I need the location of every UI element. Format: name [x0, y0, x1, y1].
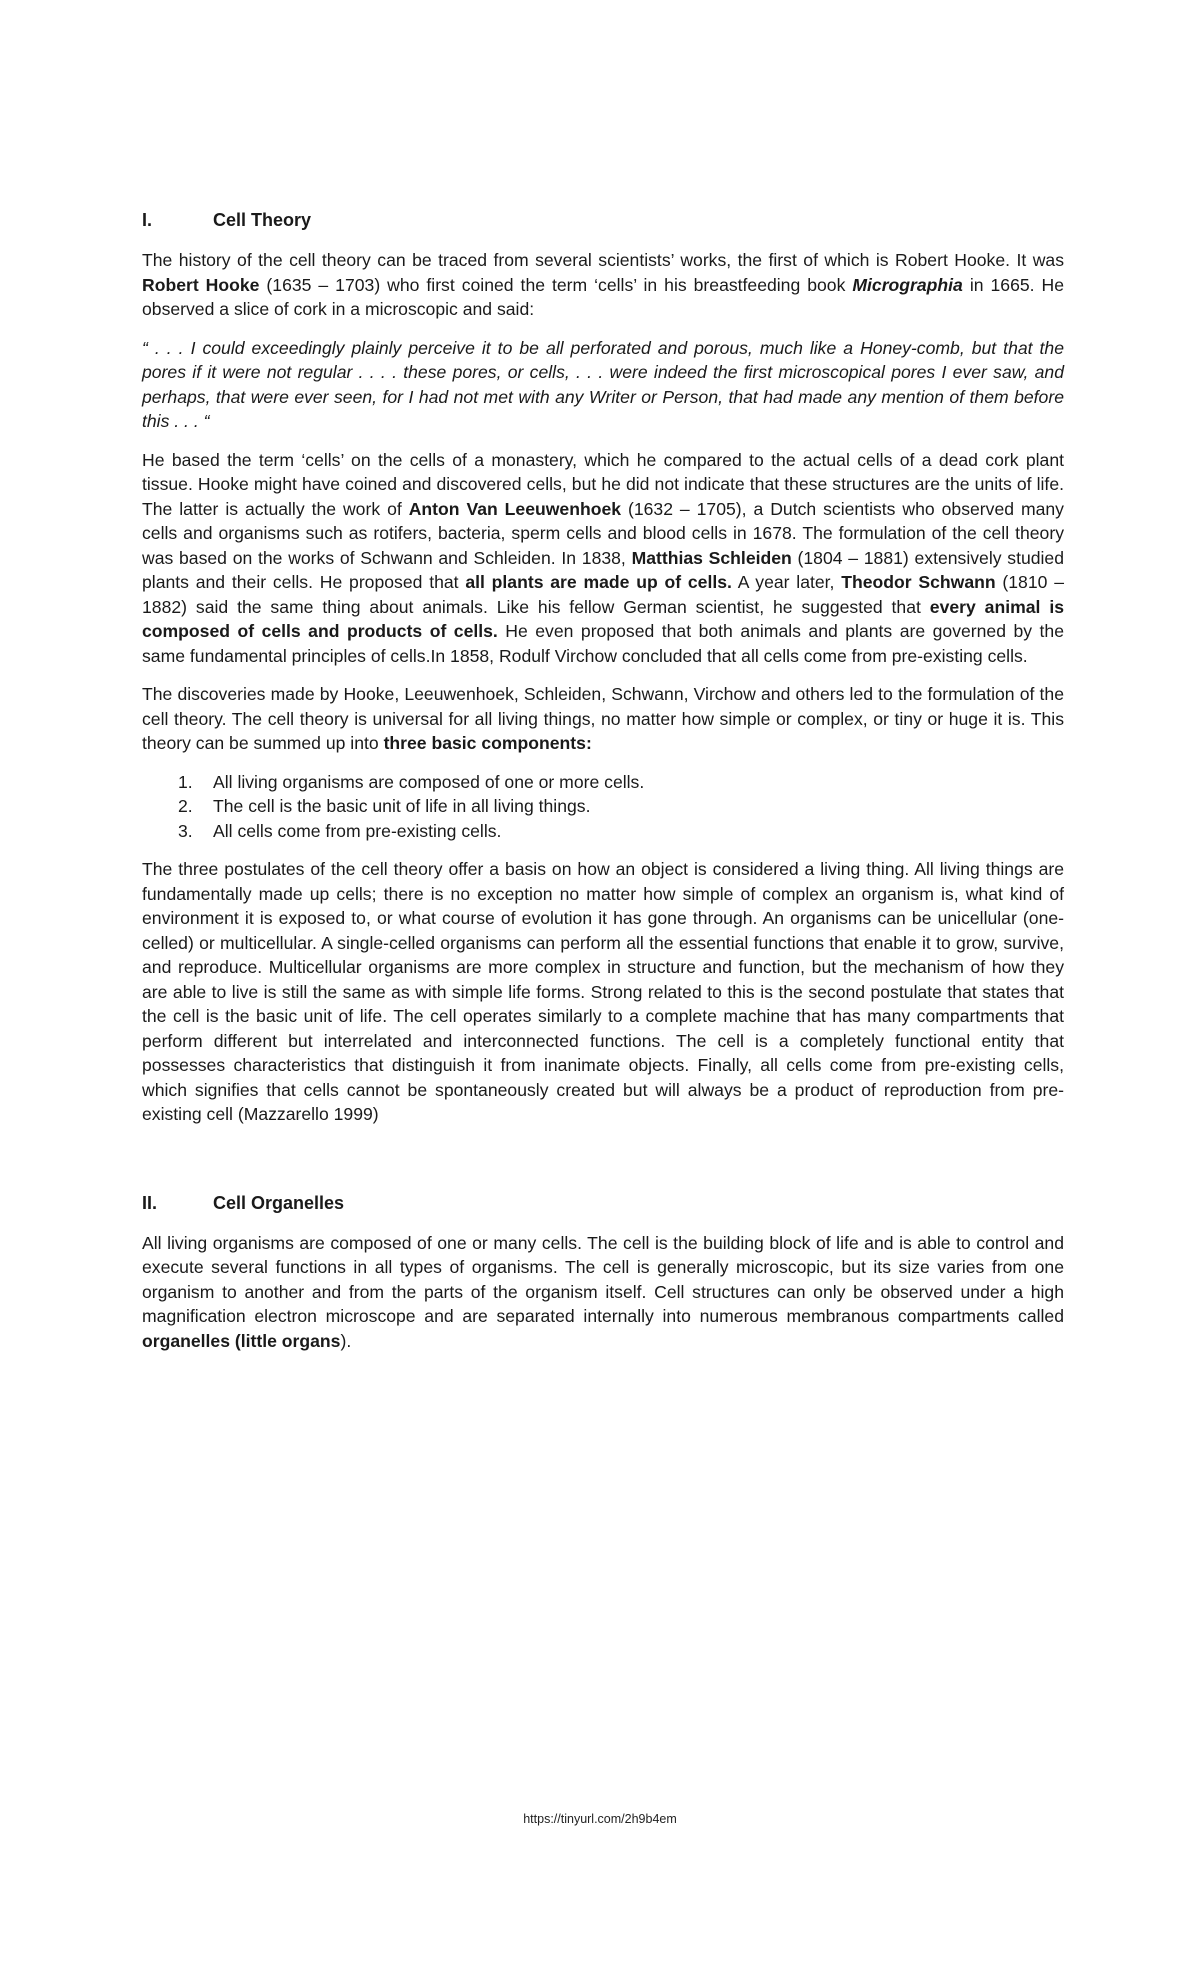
text-run: (1810 – 1882) said the same thing about animals. Like his fellow German scientist, he suggested that — [142, 572, 1064, 617]
list-item — [142, 819, 1064, 844]
text-run: A year later, — [731, 572, 842, 592]
list-text: All living organisms are composed of one or more cells. — [213, 771, 645, 792]
section-spacer — [142, 1141, 1064, 1189]
section-number: I. — [142, 210, 153, 230]
list-item — [142, 770, 1064, 795]
bold-three-components: three basic components: — [383, 733, 592, 753]
paragraph-cells-origin — [142, 448, 1064, 669]
section-title: Cell Theory — [213, 210, 312, 230]
list-text: The cell is the basic unit of life in all living things. — [213, 796, 591, 816]
paragraph-history — [142, 248, 1064, 322]
text-run: in 1665. He observed a slice of cork in a microscopic and said: — [142, 274, 1064, 319]
list-number: 3. — [178, 820, 193, 841]
bold-statement-plants: all plants are made up of cells. — [465, 572, 732, 592]
bold-name-leeuwenhoek: Anton Van Leeuwenhoek — [408, 498, 622, 519]
section-number: II. — [142, 1192, 158, 1213]
text-run: All living organisms are composed of one or many cells. The cell is the building block of life and is able to control and execute several functions in all types of organisms. The cell is generally microscopic, but its size varies from one organism to another and from the parts of the organism itself. Cell structures can only be observed under a high magnification electron microscope and are separated internally into numerous membranous compartments called — [142, 1232, 1064, 1326]
list-number: 1. — [178, 771, 193, 792]
hooke-quote: “ . . . I could exceedingly plainly perceive it to be all perforated and porous, much like a Honey-comb, but that the pores if it were not regular . . . . these pores, or cells, . . . were indeed the first microscopical pores I ever saw, and perhaps, that were ever seen, for I had not met with any Writer or Person, that had made any mention of them before this . . . “ — [142, 337, 1064, 431]
list-number: 2. — [178, 796, 193, 816]
text-run: The history of the cell theory can be traced from several scientists’ works, the first of which is Robert Hooke. It was — [142, 250, 1064, 270]
text-run: ). — [340, 1330, 352, 1351]
paragraph-organelles — [142, 1231, 1064, 1354]
section-heading-cell-theory — [142, 206, 1064, 234]
text-run: The discoveries made by Hooke, Leeuwenhoek, Schleiden, Schwann, Virchow and others led to the formulation of the cell theory. The cell theory is universal for all living things, no matter how simple or complex, or tiny or huge it is. This theory can be summed up into — [142, 684, 1064, 753]
text-run: He even proposed that both animals and plants are governed by the same fundamental principles of cells.In 1858, Rodulf Virchow concluded that all cells come from pre-existing cells. — [142, 621, 1065, 666]
section-title: Cell Organelles — [213, 1192, 345, 1213]
text-run: He based the term ‘cells’ on the cells of a monastery, which he compared to the actual cells of a dead cork plant tissue. Hooke might have coined and discovered cells, but he did not indicate that these structures are the units of life. The latter is actually the work of — [142, 449, 1064, 519]
footer-url: https://tinyurl.com/2h9b4em — [523, 1812, 677, 1826]
bold-name-hooke: Robert Hooke — [142, 274, 260, 295]
cell-theory-list — [142, 770, 1064, 844]
bold-name-schleiden: Matthias Schleiden — [631, 547, 792, 568]
paragraph-postulates: The three postulates of the cell theory offer a basis on how an object is considered a living thing. All living things are fundamentally made up cells; there is no exception no matter how simple of complex an organism is, what kind of environment it is exposed to, or what course of evolution it has gone through. An organisms can be unicellular (one-celled) or multicellular. A single-celled organisms can perform all the essential functions that enable it to grow, survive, and reproduce. Multicellular organisms are more complex in structure and function, but the mechanism of how they are able to live is still the same as with simple life forms. Strong related to this is the second postulate that states that the cell is the basic unit of life. The cell operates similarly to a complete machine that has many compartments that perform different but interrelated and interconnected functions. The cell is a completely functional entity that possesses characteristics that distinguish it from inanimate objects. Finally, all cells come from pre-existing cells, which signifies that cells cannot be spontaneously created but will always be a product of reproduction from pre-existing cell (Mazzarello 1999) — [142, 859, 1064, 1124]
section-heading-cell-organelles — [142, 1189, 1064, 1217]
bold-organelles: organelles (little organs — [142, 1330, 341, 1351]
text-run: (1635 – 1703) who first coined the term ‘cells’ in his breastfeeding book — [259, 274, 853, 295]
paragraph-discoveries — [142, 682, 1064, 756]
text-run: (1804 – 1881) extensively studied plants and their cells. He proposed that — [142, 547, 1065, 592]
list-text: All cells come from pre-existing cells. — [213, 820, 502, 841]
document-body — [142, 206, 1064, 1367]
text-run: (1632 – 1705), a Dutch scientists who observed many cells and organisms such as rotifers, bacteria, sperm cells and blood cells in 1678. The formulation of the cell theory was based on the works of Schwann and Schleiden. In 1838, — [142, 498, 1064, 568]
book-title-micrographia: Micrographia — [852, 274, 963, 295]
bold-statement-animals: every animal is composed of cells and products of cells. — [142, 596, 1064, 641]
bold-name-schwann: Theodor Schwann — [841, 572, 996, 592]
list-item — [142, 794, 1064, 819]
